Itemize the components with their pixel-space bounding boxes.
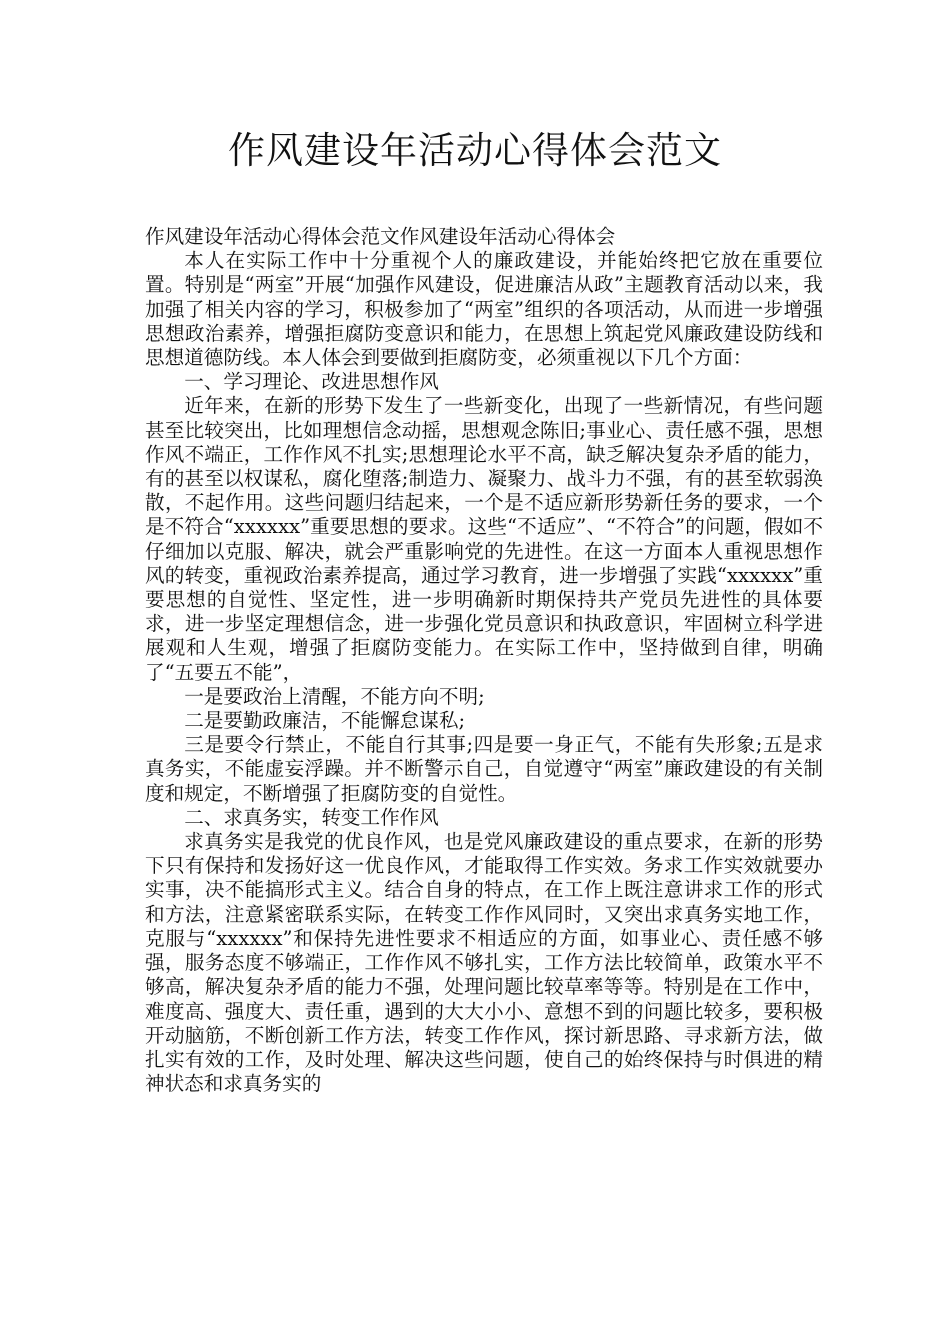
- body-paragraph: 近年来，在新的形势下发生了一些新变化，出现了一些新情况，有些问题甚至比较突出，比如理想信念动摇，思想观念陈旧;事业心、责任感不强，思想作风不端正，工作作风不扎实;思想理论水平不高，缺乏解决复杂矛盾的能力，有的甚至以权谋私，腐化堕落;制造力、凝聚力、战斗力不强，有的甚至软弱涣散，不起作用。这些问题归结起来，一个是不适应新形势新任务的要求，一个是不符合“xxxxxx”重要思想的要求。这些“不适应”、“不符合”的问题，假如不仔细加以克服、解决，就会严重影响党的先进性。在这一方面本人重视思想作风的转变，重视政治素养提高，通过学习教育，进一步增强了实践“xxxxxx”重要思想的自觉性、坚定性，进一步明确新时期保持共产党员先进性的具体要求，进一步坚定理想信念，进一步强化党员意识和执政意识，牢固树立科学进展观和人生观，增强了拒腐防变能力。在实际工作中，坚持做到自律，明确了“五要五不能”，: [145, 394, 823, 684]
- document-title: 作风建设年活动心得体会范文: [228, 129, 722, 172]
- body-paragraph: 本人在实际工作中十分重视个人的廉政建设，并能始终把它放在重要位置。特别是“两室”开展“加强作风建设，促进廉洁从政”主题教育活动以来，我加强了相关内容的学习，积极参加了“两室”组织的各项活动，从而进一步增强思想政治素养，增强拒腐防变意识和能力，在思想上筑起党风廉政建设防线和思想道德防线。本人体会到要做到拒腐防变，必须重视以下几个方面：: [145, 249, 823, 370]
- body-paragraph: 三是要令行禁止，不能自行其事;四是要一身正气，不能有失形象;五是求真务实，不能虚妄浮躁。并不断警示自己，自觉遵守“两室”廉政建设的有关制度和规定，不断增强了拒腐防变的自觉性。: [145, 733, 823, 805]
- list-item: 一是要政治上清醒，不能方向不明;: [184, 684, 485, 708]
- body-paragraph: 求真务实是我党的优良作风，也是党风廉政建设的重点要求，在新的形势下只有保持和发扬好这一优良作风，才能取得工作实效。务求工作实效就要办实事，决不能搞形式主义。结合自身的特点，在工作上既注意讲求工作的形式和方法，注意紧密联系实际，在转变工作作风同时，又突出求真务实地工作，克服与“xxxxxx”和保持先进性要求不相适应的方面，如事业心、责任感不够强，服务态度不够端正，工作作风不够扎实，工作方法比较简单，政策水平不够高，解决复杂矛盾的能力不强，处理问题比较草率等等。特别是在工作中，难度高、强度大、责任重，遇到的大大小小、意想不到的问题比较多，要积极开动脑筋，不断创新工作方法，转变工作作风，探讨新思路、寻求新方法，做扎实有效的工作，及时处理、解决这些问题，使自己的始终保持与时俱进的精神状态和求真务实的: [145, 830, 823, 1096]
- section-heading: 一、学习理论、改进思想作风: [184, 370, 439, 394]
- section-heading: 二、求真务实，转变工作作风: [184, 805, 439, 829]
- list-item: 二是要勤政廉洁，不能懈怠谋私;: [184, 709, 466, 733]
- document-body: [145, 225, 823, 1096]
- body-paragraph: 作风建设年活动心得体会范文作风建设年活动心得体会: [145, 225, 616, 248]
